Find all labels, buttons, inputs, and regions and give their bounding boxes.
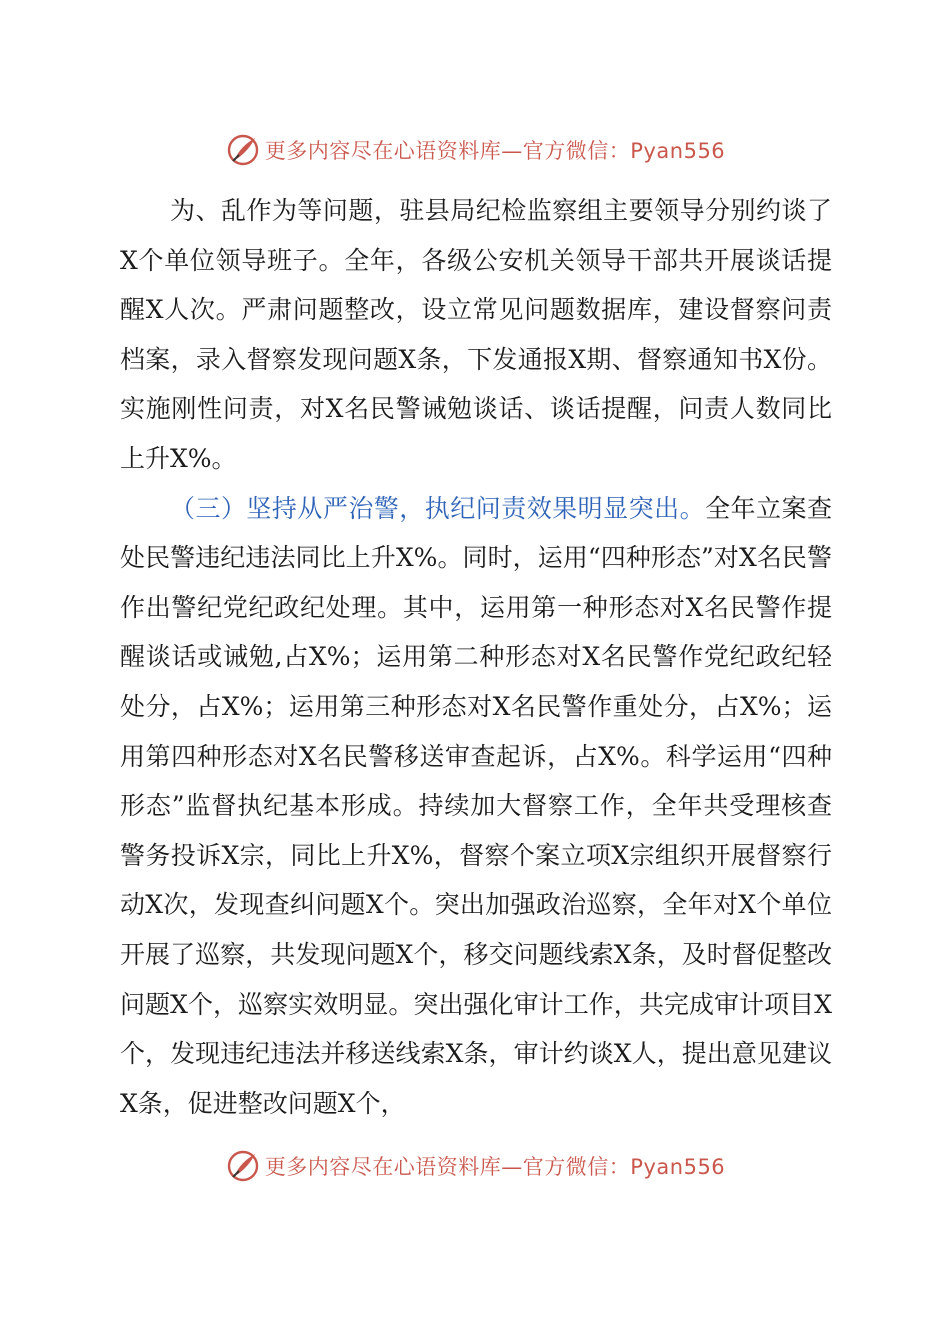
watermark-text: 更多内容尽在心语资料库—官方微信：Pyan556	[264, 139, 726, 163]
feather-logo-icon	[225, 132, 261, 168]
paragraph-1: 为、乱作为等问题，驻县局纪检监察组主要领导分别约谈了X个单位领导班子。全年，各级公安机关领导干部共开展谈话提醒X人次。严肃问题整改，设立常见问题数据库，建设督察问责档案，录入督察发现问题X条，下发通报X期、督察通知书X份。实施刚性问责，对X名民警诫勉谈话、谈话提醒，问责人数同比上升X%。	[120, 196, 832, 473]
feather-logo-icon	[225, 1148, 261, 1184]
watermark-text: 更多内容尽在心语资料库—官方微信：Pyan556	[264, 1155, 726, 1179]
paragraph-2	[120, 484, 832, 1129]
document-body	[120, 186, 832, 1128]
watermark-banner-bottom	[0, 1146, 950, 1186]
section-heading: （三）坚持从严治警，执纪问责效果明显突出。	[170, 493, 706, 523]
paragraph-2-text: 全年立案查处民警违纪违法同比上升X%。同时，运用“四种形态”对X名民警作出警纪党纪政纪处理。其中，运用第一种形态对X名民警作提醒谈话或诫勉,占X%；运用第二种形态对X名民警作党纪政纪轻处分，占X%；运用第三种形态对X名民警作重处分，占X%；运用第四种形态对X名民警移送审查起诉，占X%。科学运用“四种形态”监督执纪基本形成。持续加大督察工作，全年共受理核查警务投诉X宗，同比上升X%，督察个案立项X宗组织开展督察行动X次，发现查纠问题X个。突出加强政治巡察，全年对X个单位开展了巡察，共发现问题X个，移交问题线索X条，及时督促整改问题X个，巡察实效明显。突出强化审计工作，共完成审计项目X个，发现违纪违法并移送线索X条，审计约谈X人，提出意见建议X条，促进整改问题X个，	[120, 493, 832, 1118]
watermark-banner-top	[0, 130, 950, 170]
